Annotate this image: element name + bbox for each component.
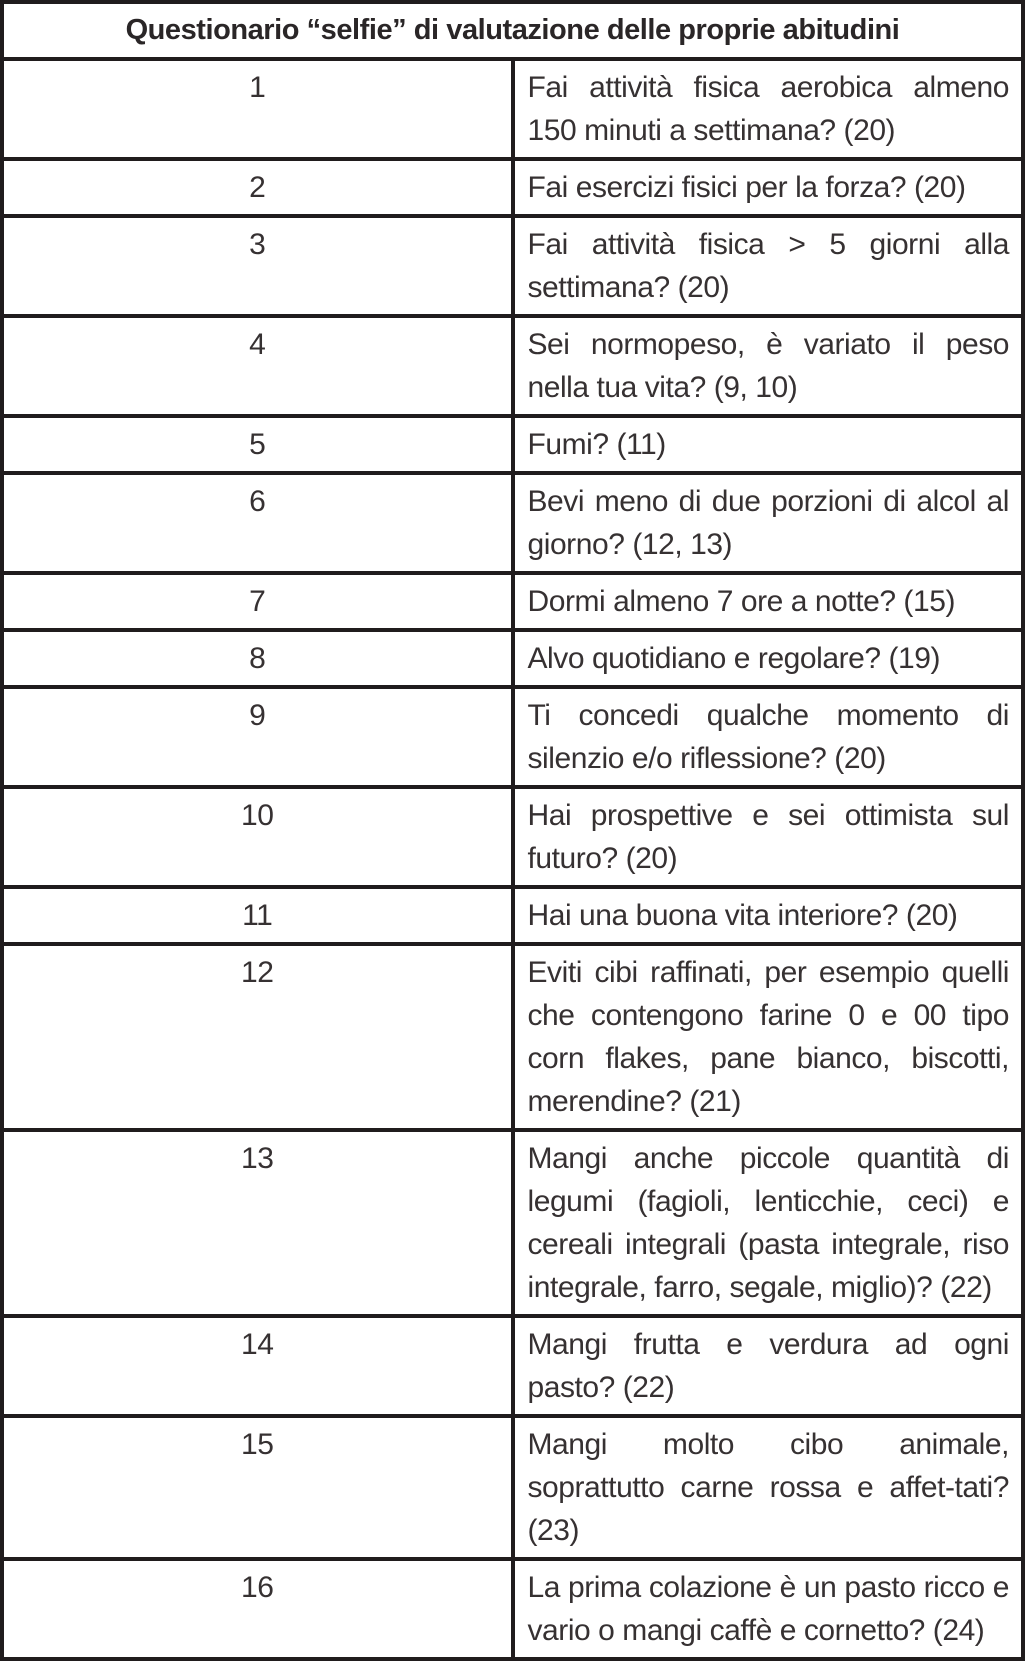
header-row xyxy=(2,2,1023,59)
table-row xyxy=(2,887,1023,944)
row-question: Eviti cibi raffinati, per esempio quelli che contengono farine 0 e 00 tipo corn flakes, pane bianco, biscotti, merendine? (21) xyxy=(513,944,1024,1130)
table-row xyxy=(2,573,1023,630)
row-number: 8 xyxy=(2,630,513,687)
row-number: 13 xyxy=(2,1130,513,1316)
row-question: Sei normopeso, è variato il peso nella tua vita? (9, 10) xyxy=(513,316,1024,416)
row-number: 12 xyxy=(2,944,513,1130)
row-number: 10 xyxy=(2,787,513,887)
row-question: Alvo quotidiano e regolare? (19) xyxy=(513,630,1024,687)
row-question: Bevi meno di due porzioni di alcol al giorno? (12, 13) xyxy=(513,473,1024,573)
table-row xyxy=(2,1416,1023,1559)
row-number: 16 xyxy=(2,1559,513,1659)
row-question: Fai attività fisica > 5 giorni alla settimana? (20) xyxy=(513,216,1024,316)
table-body xyxy=(2,59,1023,1659)
row-question: La prima colazione è un pasto ricco e vario o mangi caffè e cornetto? (24) xyxy=(513,1559,1024,1659)
row-number: 5 xyxy=(2,416,513,473)
row-question: Hai una buona vita interiore? (20) xyxy=(513,887,1024,944)
row-number: 15 xyxy=(2,1416,513,1559)
table-row xyxy=(2,787,1023,887)
row-number: 11 xyxy=(2,887,513,944)
table-row xyxy=(2,59,1023,159)
row-question: Ti concedi qualche momento di silenzio e/o riflessione? (20) xyxy=(513,687,1024,787)
table-row xyxy=(2,1316,1023,1416)
table-row xyxy=(2,1559,1023,1659)
row-number: 14 xyxy=(2,1316,513,1416)
table-row xyxy=(2,159,1023,216)
row-number: 4 xyxy=(2,316,513,416)
table-row xyxy=(2,416,1023,473)
table-row xyxy=(2,473,1023,573)
row-question: Fumi? (11) xyxy=(513,416,1024,473)
row-question: Mangi molto cibo animale, soprattutto carne rossa e affet-tati? (23) xyxy=(513,1416,1024,1559)
table-row xyxy=(2,316,1023,416)
table-title: Questionario “selfie” di valutazione delle proprie abitudini xyxy=(2,2,1023,59)
table-row xyxy=(2,687,1023,787)
row-question: Mangi frutta e verdura ad ogni pasto? (22) xyxy=(513,1316,1024,1416)
row-question: Mangi anche piccole quantità di legumi (fagioli, lenticchie, ceci) e cereali integrali (pasta integrale, riso integrale, farro, segale, miglio)? (22) xyxy=(513,1130,1024,1316)
row-number: 2 xyxy=(2,159,513,216)
row-number: 3 xyxy=(2,216,513,316)
table-row xyxy=(2,944,1023,1130)
row-question: Dormi almeno 7 ore a notte? (15) xyxy=(513,573,1024,630)
row-question: Fai attività fisica aerobica almeno 150 minuti a settimana? (20) xyxy=(513,59,1024,159)
table-row xyxy=(2,1130,1023,1316)
table-row xyxy=(2,630,1023,687)
row-question: Fai esercizi fisici per la forza? (20) xyxy=(513,159,1024,216)
row-number: 9 xyxy=(2,687,513,787)
row-number: 6 xyxy=(2,473,513,573)
row-number: 7 xyxy=(2,573,513,630)
row-number: 1 xyxy=(2,59,513,159)
table-row xyxy=(2,216,1023,316)
row-question: Hai prospettive e sei ottimista sul futuro? (20) xyxy=(513,787,1024,887)
